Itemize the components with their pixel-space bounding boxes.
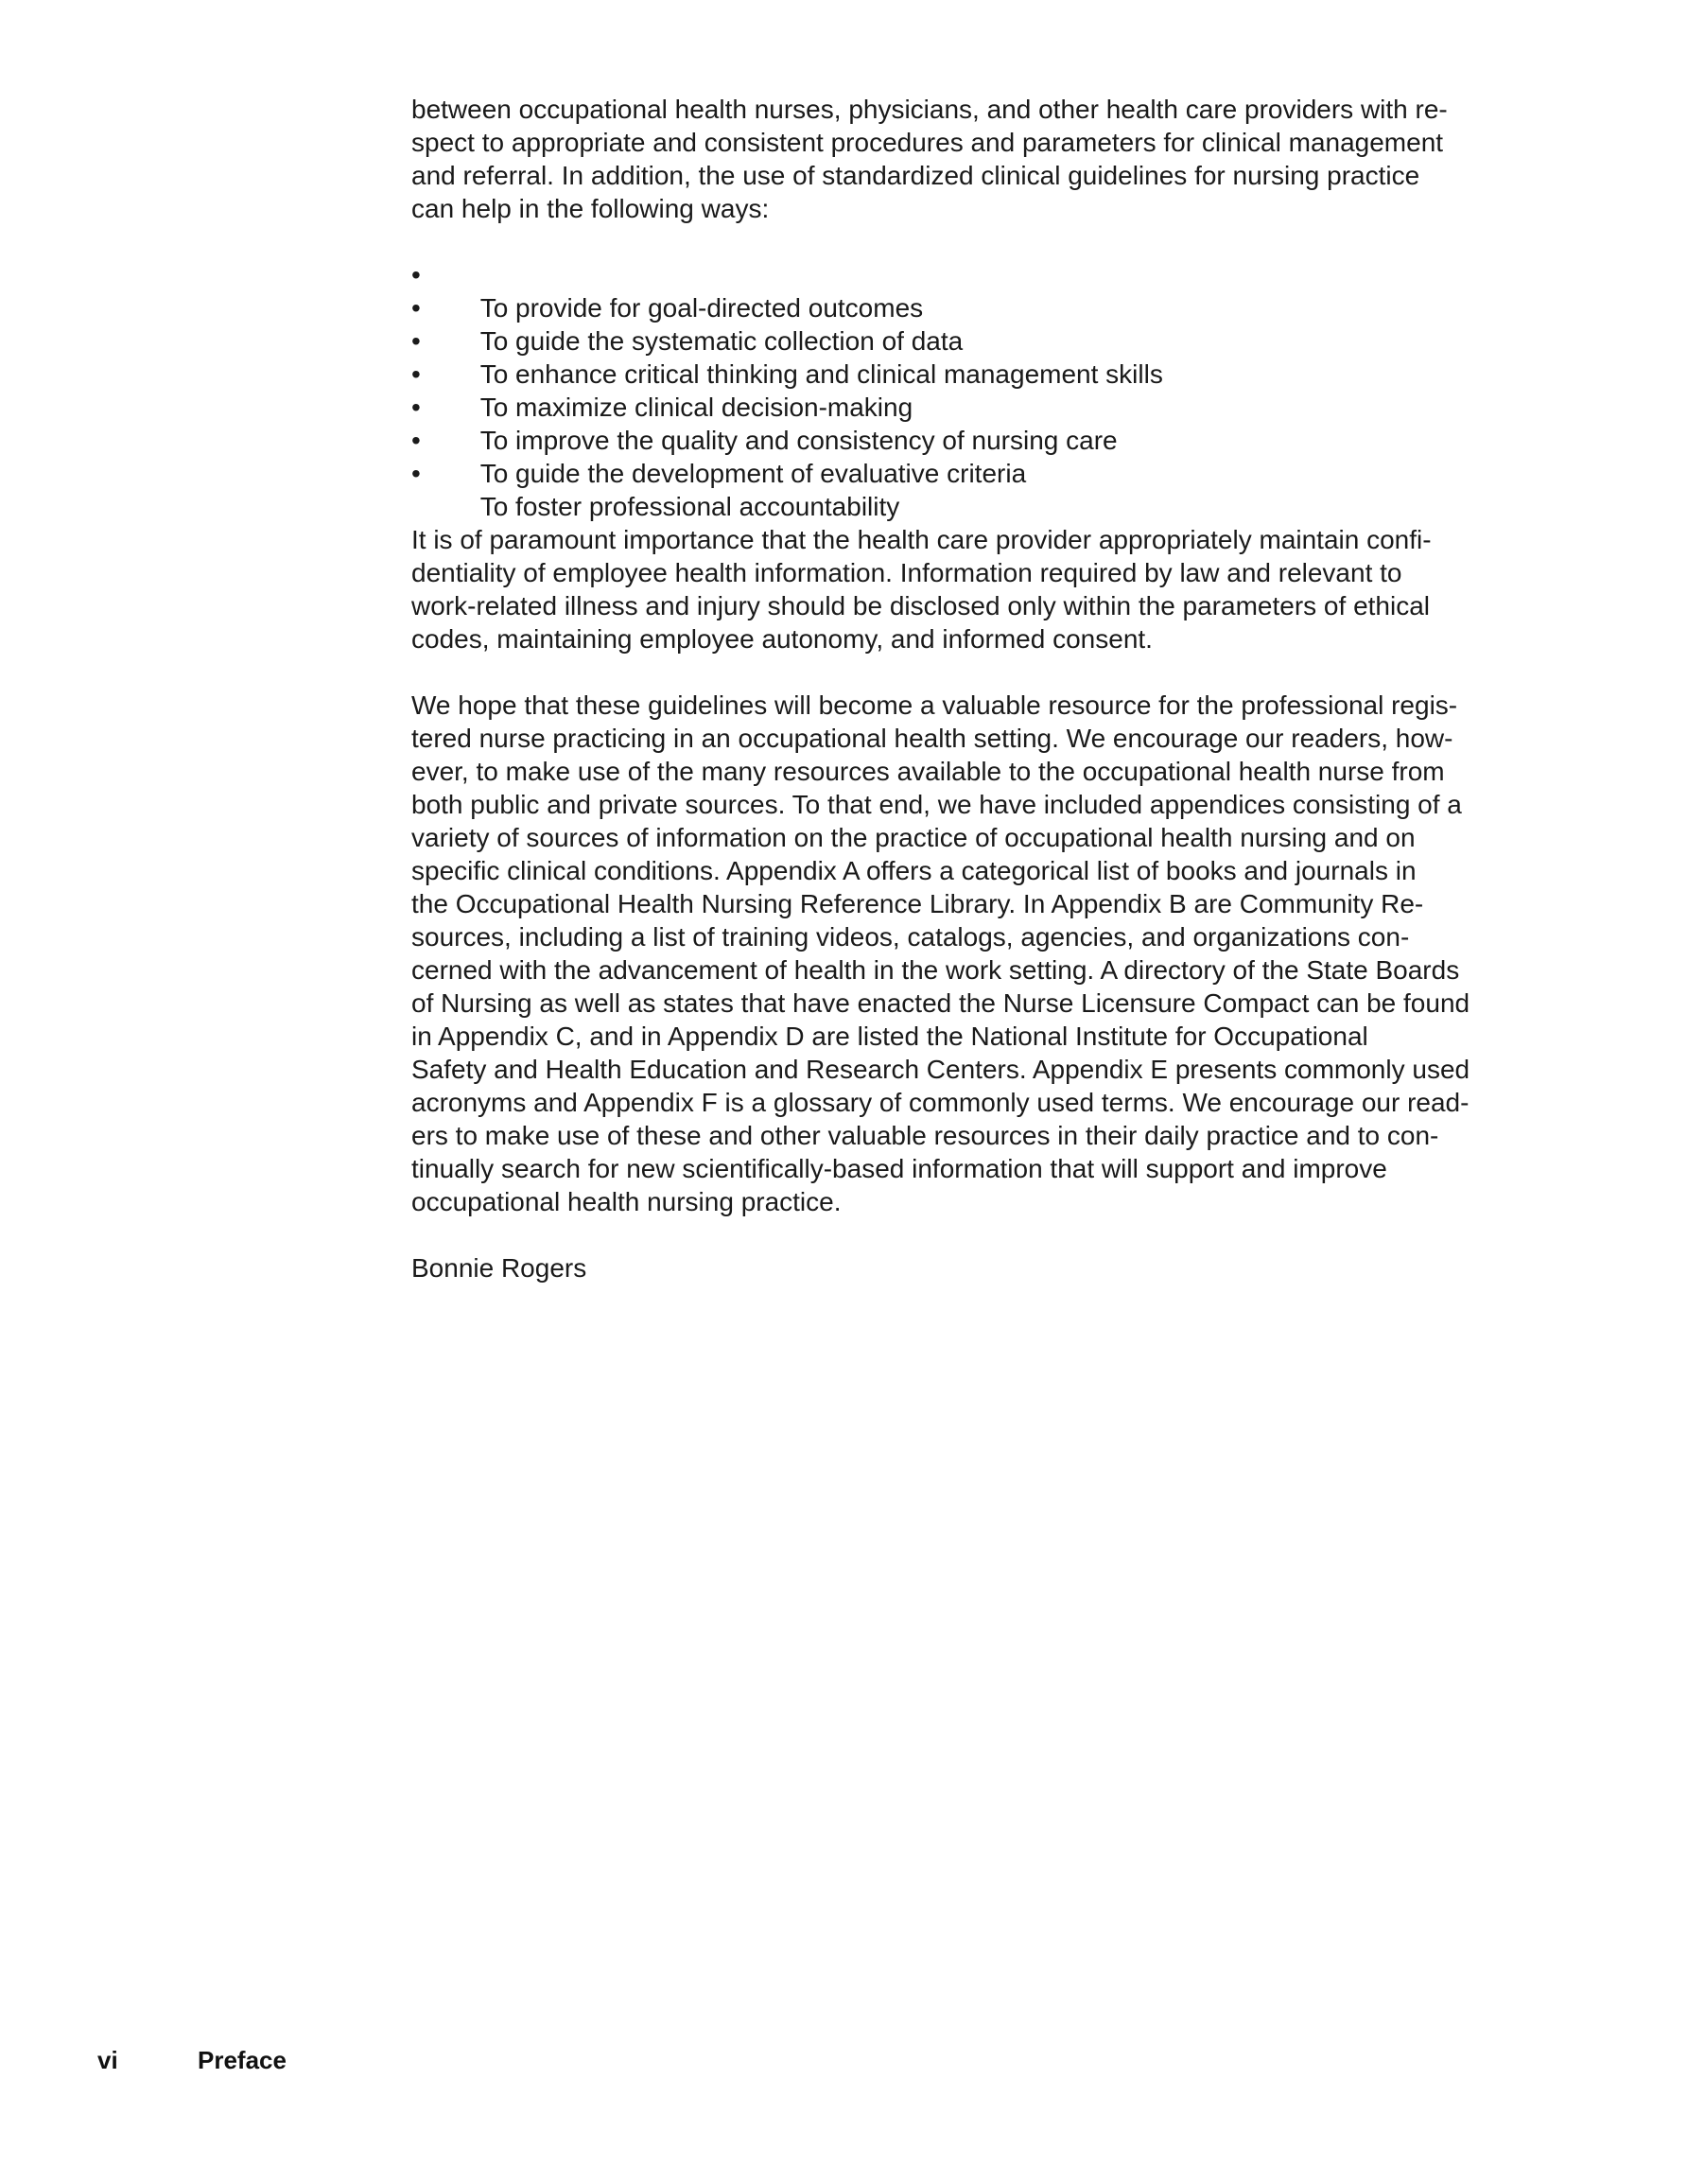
confidentiality-paragraph bbox=[411, 523, 1499, 655]
paragraph-line: sources, including a list of training videos, catalogs, agencies, and organizations con- bbox=[411, 922, 1410, 952]
list-item bbox=[411, 291, 1499, 356]
paragraph-line: cerned with the advancement of health in the work setting. A directory of the State Boards bbox=[411, 955, 1460, 985]
author-signature: Bonnie Rogers bbox=[411, 1253, 587, 1283]
list-item bbox=[411, 358, 1499, 422]
bullet-icon: • bbox=[411, 326, 421, 356]
list-item bbox=[411, 424, 1499, 488]
paragraph-line: acronyms and Appendix F is a glossary of commonly used terms. We encourage our read- bbox=[411, 1088, 1470, 1117]
paragraph-line: codes, maintaining employee autonomy, and informed consent. bbox=[411, 624, 1153, 654]
paragraph-line: specific clinical conditions. Appendix A offers a categorical list of books and journals in bbox=[411, 856, 1417, 885]
list-item-text: To foster professional accountability bbox=[479, 492, 900, 521]
running-footer-title: Preface bbox=[198, 2046, 287, 2074]
paragraph-line: work-related illness and injury should be disclosed only within the parameters of ethical bbox=[411, 591, 1431, 620]
paragraph-line: in Appendix C, and in Appendix D are listed the National Institute for Occupational bbox=[411, 1022, 1368, 1051]
resources-paragraph bbox=[411, 689, 1499, 1218]
paragraph-line: tered nurse practicing in an occupational health setting. We encourage our readers, how- bbox=[411, 724, 1453, 753]
bullet-icon: • bbox=[411, 459, 421, 488]
paragraph-line: of Nursing as well as states that have enacted the Nurse Licensure Compact can be found bbox=[411, 988, 1470, 1018]
list-item bbox=[411, 457, 1499, 521]
intro-line: and referral. In addition, the use of standardized clinical guidelines for nursing practice bbox=[411, 161, 1420, 190]
bullet-icon: • bbox=[411, 260, 421, 289]
paragraph-gap bbox=[411, 225, 1499, 258]
paragraph-line: It is of paramount importance that the health care provider appropriately maintain confi- bbox=[411, 525, 1432, 554]
list-item bbox=[411, 391, 1499, 455]
list-item-text: To improve the quality and consistency of nursing care bbox=[479, 426, 1118, 455]
bullet-icon: • bbox=[411, 426, 421, 455]
paragraph-gap bbox=[411, 1218, 1499, 1251]
list-item-text: To maximize clinical decision-making bbox=[479, 393, 913, 422]
paragraph-line: ever, to make use of the many resources available to the occupational health nurse from bbox=[411, 757, 1445, 786]
list-item-text: To guide the systematic collection of data bbox=[479, 326, 964, 356]
bullet-icon: • bbox=[411, 393, 421, 422]
paragraph-line: ers to make use of these and other valuable resources in their daily practice and to con- bbox=[411, 1121, 1439, 1150]
bullet-icon: • bbox=[411, 293, 421, 323]
benefits-list bbox=[411, 258, 1499, 521]
list-item-text: To enhance critical thinking and clinical management skills bbox=[479, 359, 1163, 389]
list-item-text: To guide the development of evaluative criteria bbox=[479, 459, 1027, 488]
paragraph-line: variety of sources of information on the practice of occupational health nursing and on bbox=[411, 823, 1416, 852]
intro-line: can help in the following ways: bbox=[411, 194, 770, 223]
page-body bbox=[411, 93, 1499, 1284]
paragraph-line: the Occupational Health Nursing Reference Library. In Appendix B are Community Re- bbox=[411, 889, 1424, 918]
paragraph-line: both public and private sources. To that end, we have included appendices consisting of a bbox=[411, 790, 1462, 819]
intro-paragraph bbox=[411, 93, 1499, 225]
paragraph-gap bbox=[411, 655, 1499, 689]
paragraph-line: dentiality of employee health information. Information required by law and relevant to bbox=[411, 558, 1402, 587]
paragraph-line: occupational health nursing practice. bbox=[411, 1187, 842, 1216]
list-item bbox=[411, 258, 1499, 323]
intro-line: spect to appropriate and consistent procedures and parameters for clinical management bbox=[411, 128, 1444, 157]
list-item-text: To provide for goal-directed outcomes bbox=[479, 293, 924, 323]
paragraph-line: tinually search for new scientifically-based information that will support and improve bbox=[411, 1154, 1387, 1183]
paragraph-line: We hope that these guidelines will become a valuable resource for the professional regis- bbox=[411, 690, 1458, 720]
page-footer bbox=[97, 2046, 287, 2075]
bullet-icon: • bbox=[411, 359, 421, 389]
list-item bbox=[411, 324, 1499, 389]
page-number: vi bbox=[97, 2046, 118, 2074]
paragraph-line: Safety and Health Education and Research Centers. Appendix E presents commonly used bbox=[411, 1055, 1470, 1084]
intro-line: between occupational health nurses, physicians, and other health care providers with re- bbox=[411, 95, 1448, 124]
